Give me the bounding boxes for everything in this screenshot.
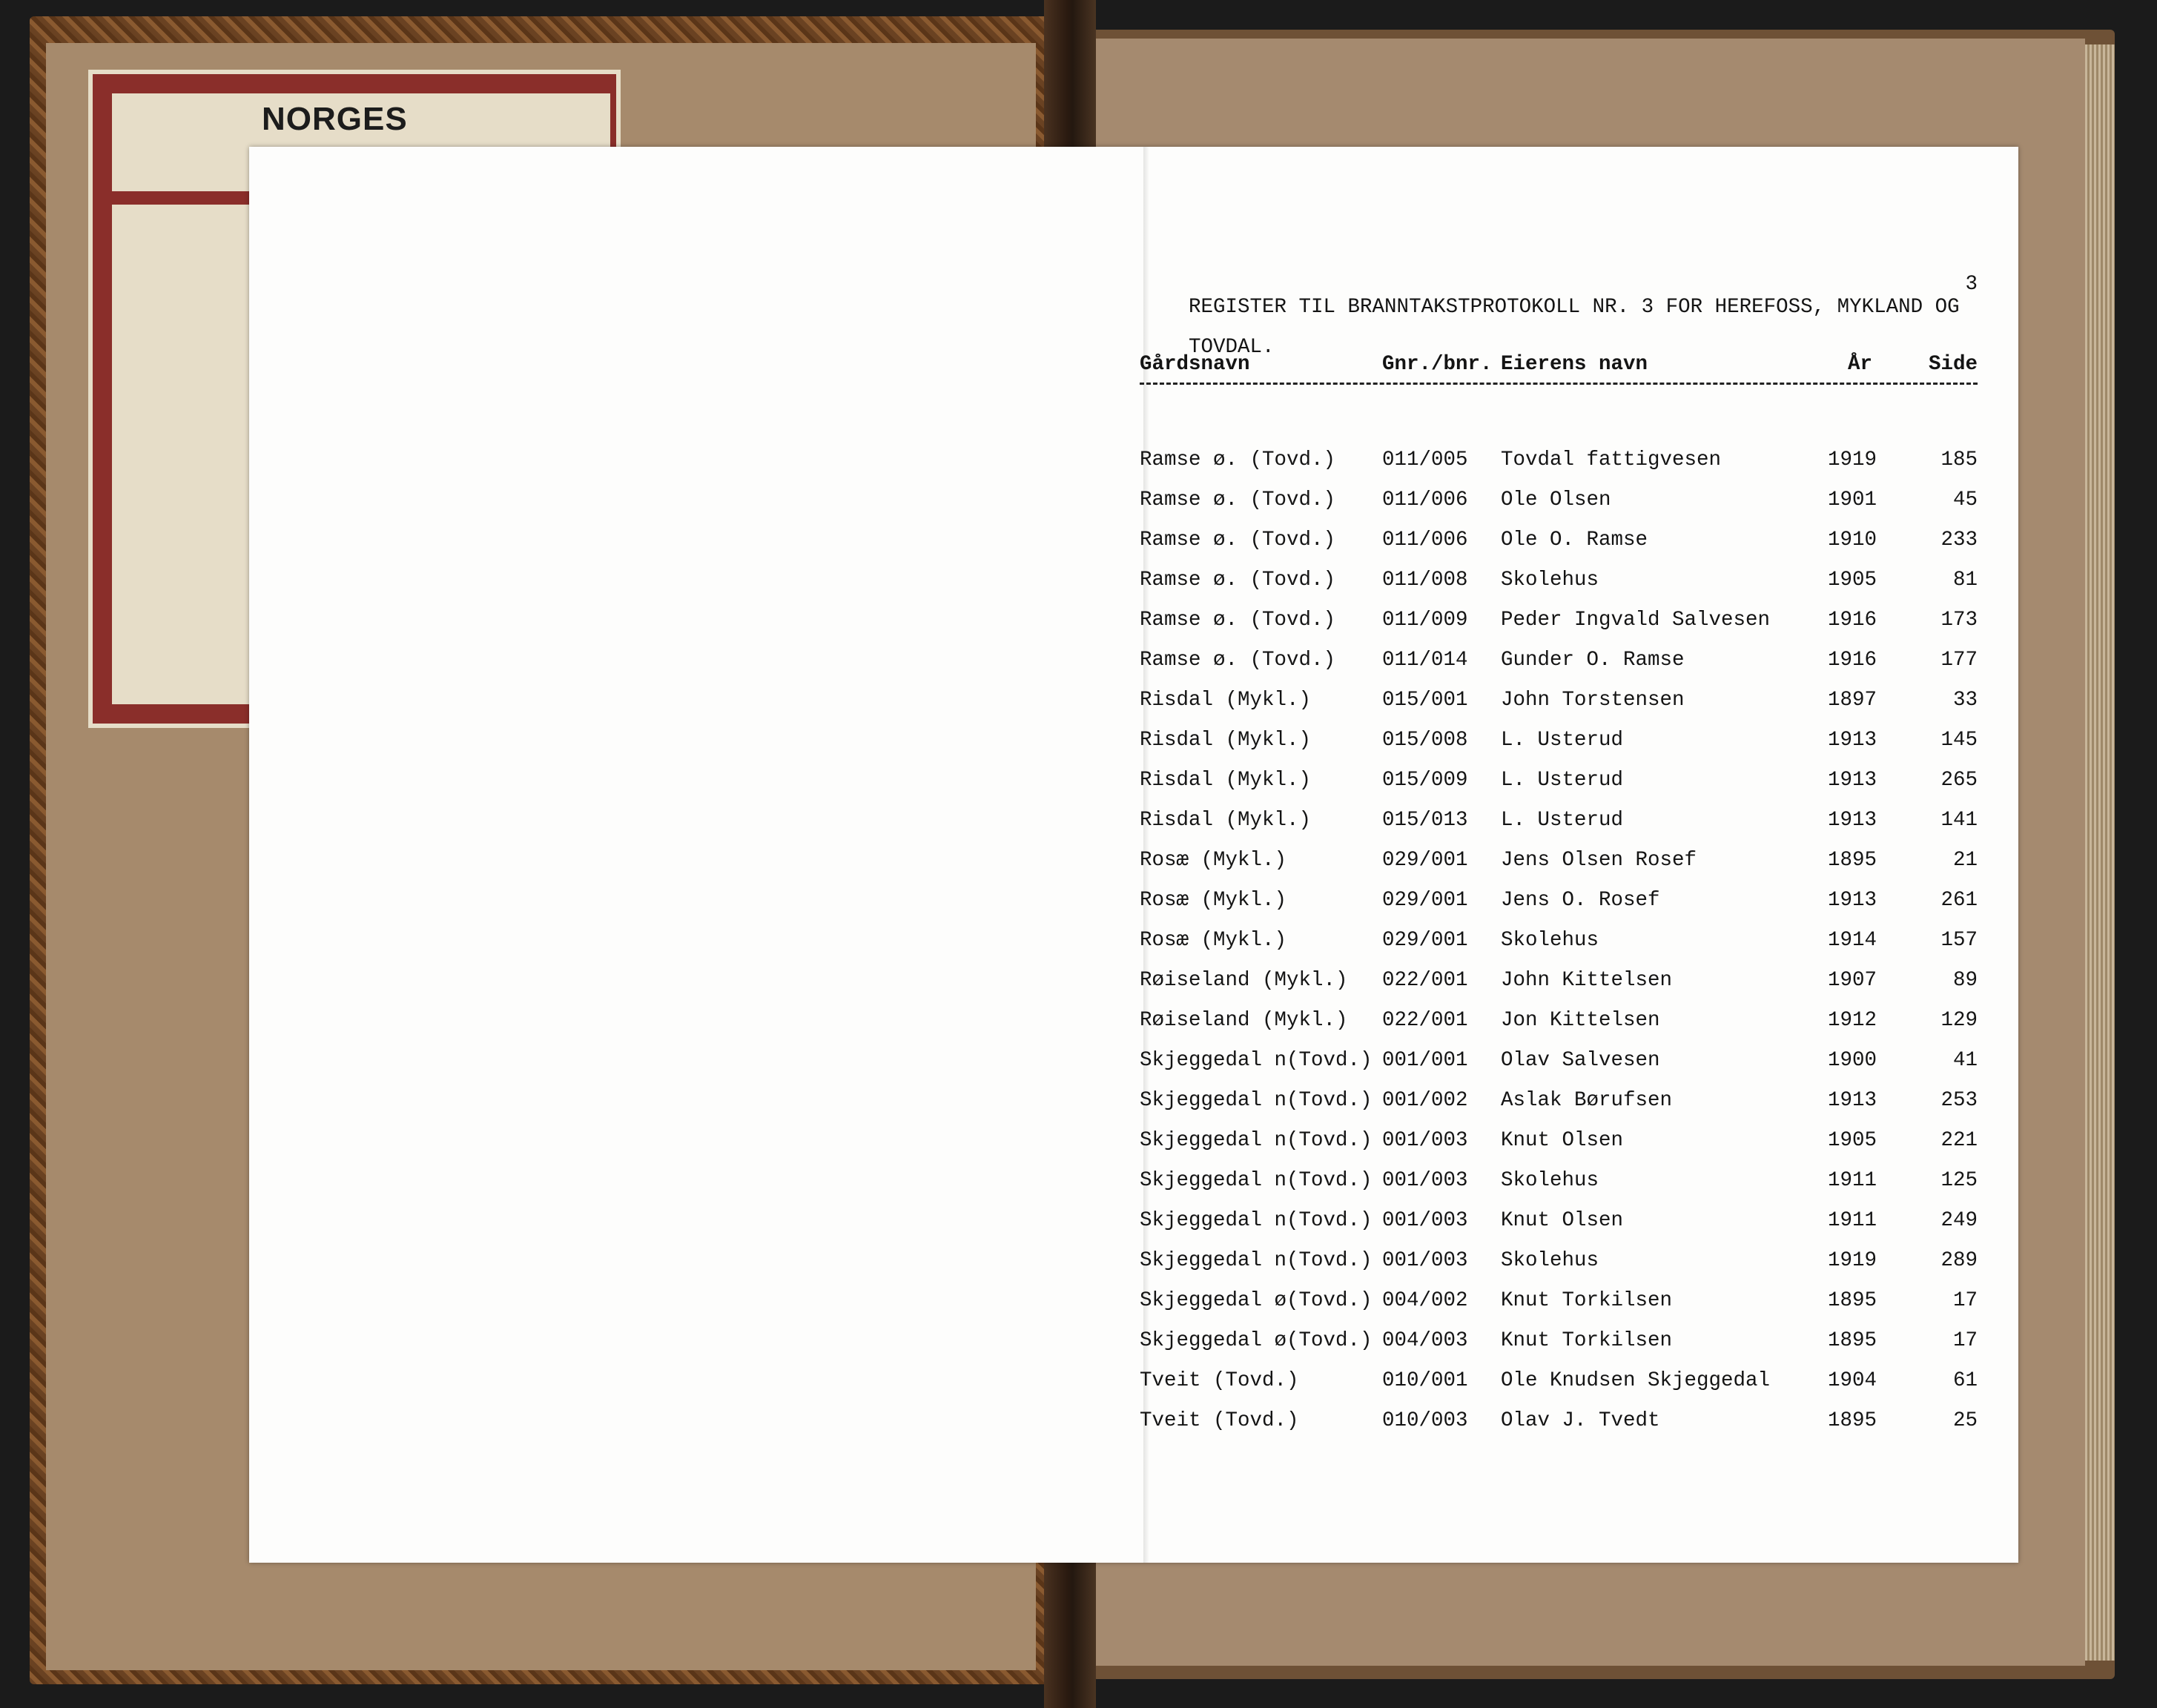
cell-farm-number: 011/009 — [1382, 609, 1468, 632]
label-title: NORGES — [262, 101, 408, 137]
register-row — [1140, 809, 1978, 849]
cell-year: 1913 — [1828, 809, 1877, 832]
cell-year: 1916 — [1828, 609, 1877, 632]
label-stripe — [99, 80, 112, 718]
cell-owner-name: Knut Torkilsen — [1501, 1289, 1673, 1312]
register-row — [1140, 1209, 1978, 1249]
cell-year: 1919 — [1828, 1249, 1877, 1272]
register-row — [1140, 489, 1978, 529]
cell-owner-name: John Torstensen — [1501, 689, 1685, 712]
register-row — [1140, 1049, 1978, 1089]
cell-owner-name: Tovdal fattigvesen — [1501, 448, 1722, 471]
register-heading-line2 — [1140, 313, 1978, 359]
register-row — [1140, 448, 1978, 489]
cell-owner-name: Ole Olsen — [1501, 489, 1611, 512]
cell-year: 1913 — [1828, 889, 1877, 912]
cell-page-ref: 141 — [1940, 809, 1978, 832]
cell-year: 1895 — [1828, 1289, 1877, 1312]
cell-farm-name: Rosæ (Mykl.) — [1140, 929, 1287, 952]
bleed-through-text — [311, 252, 1142, 1453]
cell-year: 1904 — [1828, 1369, 1877, 1392]
register-row — [1140, 569, 1978, 609]
cell-farm-number: 001/003 — [1382, 1169, 1468, 1192]
cell-year: 1911 — [1828, 1209, 1877, 1232]
cell-page-ref: 41 — [1952, 1049, 1978, 1072]
cell-owner-name: Olav Salvesen — [1501, 1049, 1660, 1072]
cell-owner-name: John Kittelsen — [1501, 969, 1673, 992]
cell-farm-name: Skjeggedal n(Tovd.) — [1140, 1249, 1373, 1272]
cell-owner-name: Aslak Børufsen — [1501, 1089, 1673, 1112]
cell-farm-name: Tveit (Tovd.) — [1140, 1409, 1299, 1432]
cell-page-ref: 261 — [1940, 889, 1978, 912]
cell-year: 1905 — [1828, 1129, 1877, 1152]
cell-farm-name: Skjeggedal n(Tovd.) — [1140, 1169, 1373, 1192]
register-row — [1140, 609, 1978, 649]
register-row — [1140, 1169, 1978, 1209]
cell-farm-name: Ramse ø. (Tovd.) — [1140, 529, 1336, 552]
cell-farm-name: Røiseland (Mykl.) — [1140, 969, 1348, 992]
cell-farm-name: Risdal (Mykl.) — [1140, 689, 1312, 712]
register-row — [1140, 889, 1978, 929]
cell-owner-name: Olav J. Tvedt — [1501, 1409, 1660, 1432]
cell-page-ref: 185 — [1940, 448, 1978, 471]
cell-year: 1895 — [1828, 1409, 1877, 1432]
cell-page-ref: 157 — [1940, 929, 1978, 952]
cell-farm-name: Ramse ø. (Tovd.) — [1140, 609, 1336, 632]
cell-farm-number: 029/001 — [1382, 929, 1468, 952]
cell-year: 1914 — [1828, 929, 1877, 952]
column-header-year: År — [1847, 353, 1872, 376]
cell-farm-name: Røiseland (Mykl.) — [1140, 1009, 1348, 1032]
cell-owner-name: Skolehus — [1501, 569, 1599, 592]
cell-page-ref: 17 — [1952, 1329, 1978, 1352]
cell-year: 1895 — [1828, 1329, 1877, 1352]
cell-farm-name: Tveit (Tovd.) — [1140, 1369, 1299, 1392]
cell-page-ref: 21 — [1952, 849, 1978, 872]
cell-farm-name: Ramse ø. (Tovd.) — [1140, 569, 1336, 592]
cell-year: 1919 — [1828, 448, 1877, 471]
cell-page-ref: 81 — [1952, 569, 1978, 592]
cell-owner-name: Jens Olsen Rosef — [1501, 849, 1697, 872]
cell-farm-number: 029/001 — [1382, 889, 1468, 912]
cell-owner-name: Gunder O. Ramse — [1501, 649, 1685, 672]
cell-farm-number: 001/003 — [1382, 1129, 1468, 1152]
column-header-owner: Eierens navn — [1501, 353, 1648, 376]
register-title-line2: TOVDAL. — [1189, 336, 1275, 359]
cell-owner-name: Peder Ingvald Salvesen — [1501, 609, 1771, 632]
cell-owner-name: Skolehus — [1501, 929, 1599, 952]
cell-farm-name: Skjeggedal ø(Tovd.) — [1140, 1289, 1373, 1312]
cell-year: 1916 — [1828, 649, 1877, 672]
register-row — [1140, 729, 1978, 769]
register-heading — [1140, 273, 1978, 319]
cell-page-ref: 233 — [1940, 529, 1978, 552]
register-row — [1140, 1289, 1978, 1329]
register-row — [1140, 769, 1978, 809]
label-stripe — [99, 80, 610, 93]
register-row — [1140, 1009, 1978, 1049]
cell-page-ref: 25 — [1952, 1409, 1978, 1432]
cell-owner-name: L. Usterud — [1501, 769, 1624, 792]
cell-farm-number: 015/013 — [1382, 809, 1468, 832]
cell-farm-number: 004/002 — [1382, 1289, 1468, 1312]
cell-page-ref: 45 — [1952, 489, 1978, 512]
cell-farm-name: Rosæ (Mykl.) — [1140, 889, 1287, 912]
cell-owner-name: L. Usterud — [1501, 809, 1624, 832]
register-row — [1140, 1089, 1978, 1129]
register-row — [1140, 649, 1978, 689]
cell-farm-name: Risdal (Mykl.) — [1140, 729, 1312, 752]
column-header-page: Side — [1928, 353, 1978, 376]
cell-year: 1905 — [1828, 569, 1877, 592]
register-rows — [1140, 448, 1978, 1449]
column-header-farm: Gårdsnavn — [1140, 353, 1250, 376]
cell-farm-name: Ramse ø. (Tovd.) — [1140, 649, 1336, 672]
cell-year: 1910 — [1828, 529, 1877, 552]
cell-year: 1913 — [1828, 1089, 1877, 1112]
cell-owner-name: Ole O. Ramse — [1501, 529, 1648, 552]
register-row — [1140, 1369, 1978, 1409]
cell-farm-number: 011/014 — [1382, 649, 1468, 672]
register-row — [1140, 929, 1978, 969]
cell-page-ref: 33 — [1952, 689, 1978, 712]
cell-page-ref: 17 — [1952, 1289, 1978, 1312]
cell-owner-name: Ole Knudsen Skjeggedal — [1501, 1369, 1771, 1392]
cell-page-ref: 249 — [1940, 1209, 1978, 1232]
cell-farm-name: Ramse ø. (Tovd.) — [1140, 448, 1336, 471]
page-edge — [2085, 44, 2115, 1661]
register-row — [1140, 529, 1978, 569]
cell-farm-number: 001/003 — [1382, 1249, 1468, 1272]
cell-farm-number: 011/006 — [1382, 529, 1468, 552]
cell-year: 1900 — [1828, 1049, 1877, 1072]
cell-page-ref: 125 — [1940, 1169, 1978, 1192]
cell-farm-number: 010/001 — [1382, 1369, 1468, 1392]
cell-farm-number: 004/003 — [1382, 1329, 1468, 1352]
cell-farm-number: 015/009 — [1382, 769, 1468, 792]
cell-page-ref: 173 — [1940, 609, 1978, 632]
cell-owner-name: Knut Olsen — [1501, 1129, 1624, 1152]
cell-farm-number: 029/001 — [1382, 849, 1468, 872]
cell-farm-number: 015/001 — [1382, 689, 1468, 712]
cell-owner-name: Jon Kittelsen — [1501, 1009, 1660, 1032]
cell-page-ref: 89 — [1952, 969, 1978, 992]
cell-farm-name: Skjeggedal n(Tovd.) — [1140, 1049, 1373, 1072]
cell-farm-number: 010/003 — [1382, 1409, 1468, 1432]
cell-page-ref: 177 — [1940, 649, 1978, 672]
cell-farm-name: Risdal (Mykl.) — [1140, 809, 1312, 832]
cell-farm-name: Ramse ø. (Tovd.) — [1140, 489, 1336, 512]
cell-page-ref: 61 — [1952, 1369, 1978, 1392]
cell-page-ref: 253 — [1940, 1089, 1978, 1112]
cell-year: 1907 — [1828, 969, 1877, 992]
cell-year: 1901 — [1828, 489, 1877, 512]
cell-page-ref: 129 — [1940, 1009, 1978, 1032]
cell-farm-name: Rosæ (Mykl.) — [1140, 849, 1287, 872]
cell-farm-number: 022/001 — [1382, 969, 1468, 992]
cell-page-ref: 289 — [1940, 1249, 1978, 1272]
cell-farm-number: 011/005 — [1382, 448, 1468, 471]
cell-farm-name: Risdal (Mykl.) — [1140, 769, 1312, 792]
cell-owner-name: Skolehus — [1501, 1169, 1599, 1192]
register-row — [1140, 1409, 1978, 1449]
cell-year: 1912 — [1828, 1009, 1877, 1032]
cell-owner-name: Skolehus — [1501, 1249, 1599, 1272]
cell-owner-name: L. Usterud — [1501, 729, 1624, 752]
cell-farm-name: Skjeggedal n(Tovd.) — [1140, 1209, 1373, 1232]
cell-farm-name: Skjeggedal ø(Tovd.) — [1140, 1329, 1373, 1352]
cell-page-ref: 221 — [1940, 1129, 1978, 1152]
register-row — [1140, 849, 1978, 889]
cell-page-ref: 145 — [1940, 729, 1978, 752]
column-header-row — [1140, 353, 1978, 385]
cell-farm-number: 001/001 — [1382, 1049, 1468, 1072]
column-header-number: Gnr./bnr. — [1382, 353, 1493, 376]
register-title-line1: REGISTER TIL BRANNTAKSTPROTOKOLL NR. 3 FOR HEREFOSS, MYKLAND OG — [1189, 296, 1960, 319]
register-row — [1140, 1249, 1978, 1289]
cell-year: 1913 — [1828, 769, 1877, 792]
register-page — [1140, 273, 1978, 1449]
cell-farm-number: 011/008 — [1382, 569, 1468, 592]
cell-owner-name: Knut Olsen — [1501, 1209, 1624, 1232]
cell-owner-name: Knut Torkilsen — [1501, 1329, 1673, 1352]
cell-farm-number: 022/001 — [1382, 1009, 1468, 1032]
register-row — [1140, 969, 1978, 1009]
cell-farm-name: Skjeggedal n(Tovd.) — [1140, 1129, 1373, 1152]
cell-year: 1897 — [1828, 689, 1877, 712]
cell-farm-number: 001/002 — [1382, 1089, 1468, 1112]
register-row — [1140, 1329, 1978, 1369]
register-row — [1140, 689, 1978, 729]
cell-farm-number: 015/008 — [1382, 729, 1468, 752]
cell-page-ref: 265 — [1940, 769, 1978, 792]
cell-year: 1895 — [1828, 849, 1877, 872]
cell-farm-name: Skjeggedal n(Tovd.) — [1140, 1089, 1373, 1112]
register-row — [1140, 1129, 1978, 1169]
page-number: 3 — [1965, 273, 1978, 296]
cell-owner-name: Jens O. Rosef — [1501, 889, 1660, 912]
cell-year: 1911 — [1828, 1169, 1877, 1192]
cell-year: 1913 — [1828, 729, 1877, 752]
cell-farm-number: 001/003 — [1382, 1209, 1468, 1232]
cell-farm-number: 011/006 — [1382, 489, 1468, 512]
